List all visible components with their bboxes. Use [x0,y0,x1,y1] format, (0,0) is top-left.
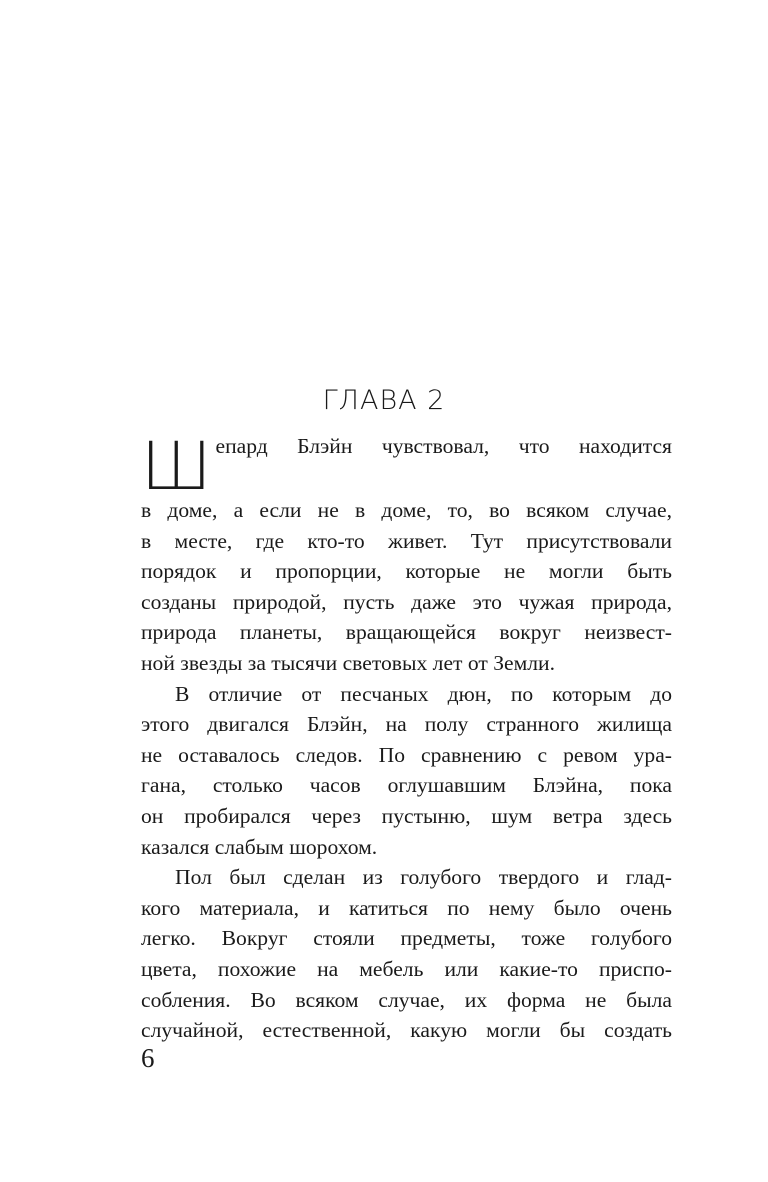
text-line: случайной, естественной, какую могли бы создать [141,1018,672,1043]
text-line: в месте, где кто-то живет. Тут присутствовали [141,528,672,553]
text-line: епард Блэйн чувствовал, что находится [215,434,672,458]
text-line: гана, столько часов оглушавшим Блэйна, пока [141,773,672,798]
text-line: порядок и пропорции, которые не могли быть [141,559,672,584]
page-number: 6 [141,1043,155,1073]
text-line: кого материала, и катиться по нему было очень [141,895,672,920]
text-line-content: В отличие от песчаных дюн, по которым до [175,681,672,706]
text-line: легко. Вокруг стояли предметы, тоже голубого [141,926,672,951]
paragraph-1 [141,428,672,679]
text-line: собления. Во всяком случае, их форма не была [141,987,672,1012]
chapter-title: ГЛАВА 2 [322,385,446,416]
text-line-content: Пол был сделан из голубого твердого и глад- [175,865,672,890]
text-line: цвета, похожие на мебель или какие-то приспо- [141,956,672,981]
text-line [141,862,672,893]
text-line: природа планеты, вращающейся вокруг неизвест- [141,620,672,645]
text-line: ной звезды за тысячи световых лет от Земли. [141,650,556,675]
text-line: созданы природой, пусть даже это чужая природа, [141,589,672,614]
text-line: он пробирался через пустыню, шум ветра здесь [141,803,672,828]
paragraph-2 [141,679,672,863]
text-line: не оставалось следов. По сравнению с ревом ура- [141,742,672,767]
drop-cap: Ш [141,428,212,505]
paragraph-3 [141,862,672,1046]
text-line: этого двигался Блэйн, на полу странного жилища [141,712,672,737]
text-line: в доме, а если не в доме, то, во всяком случае, [141,498,672,522]
text-line: казался слабым шорохом. [141,834,378,859]
body-text [141,428,672,1046]
text-line [141,679,672,710]
